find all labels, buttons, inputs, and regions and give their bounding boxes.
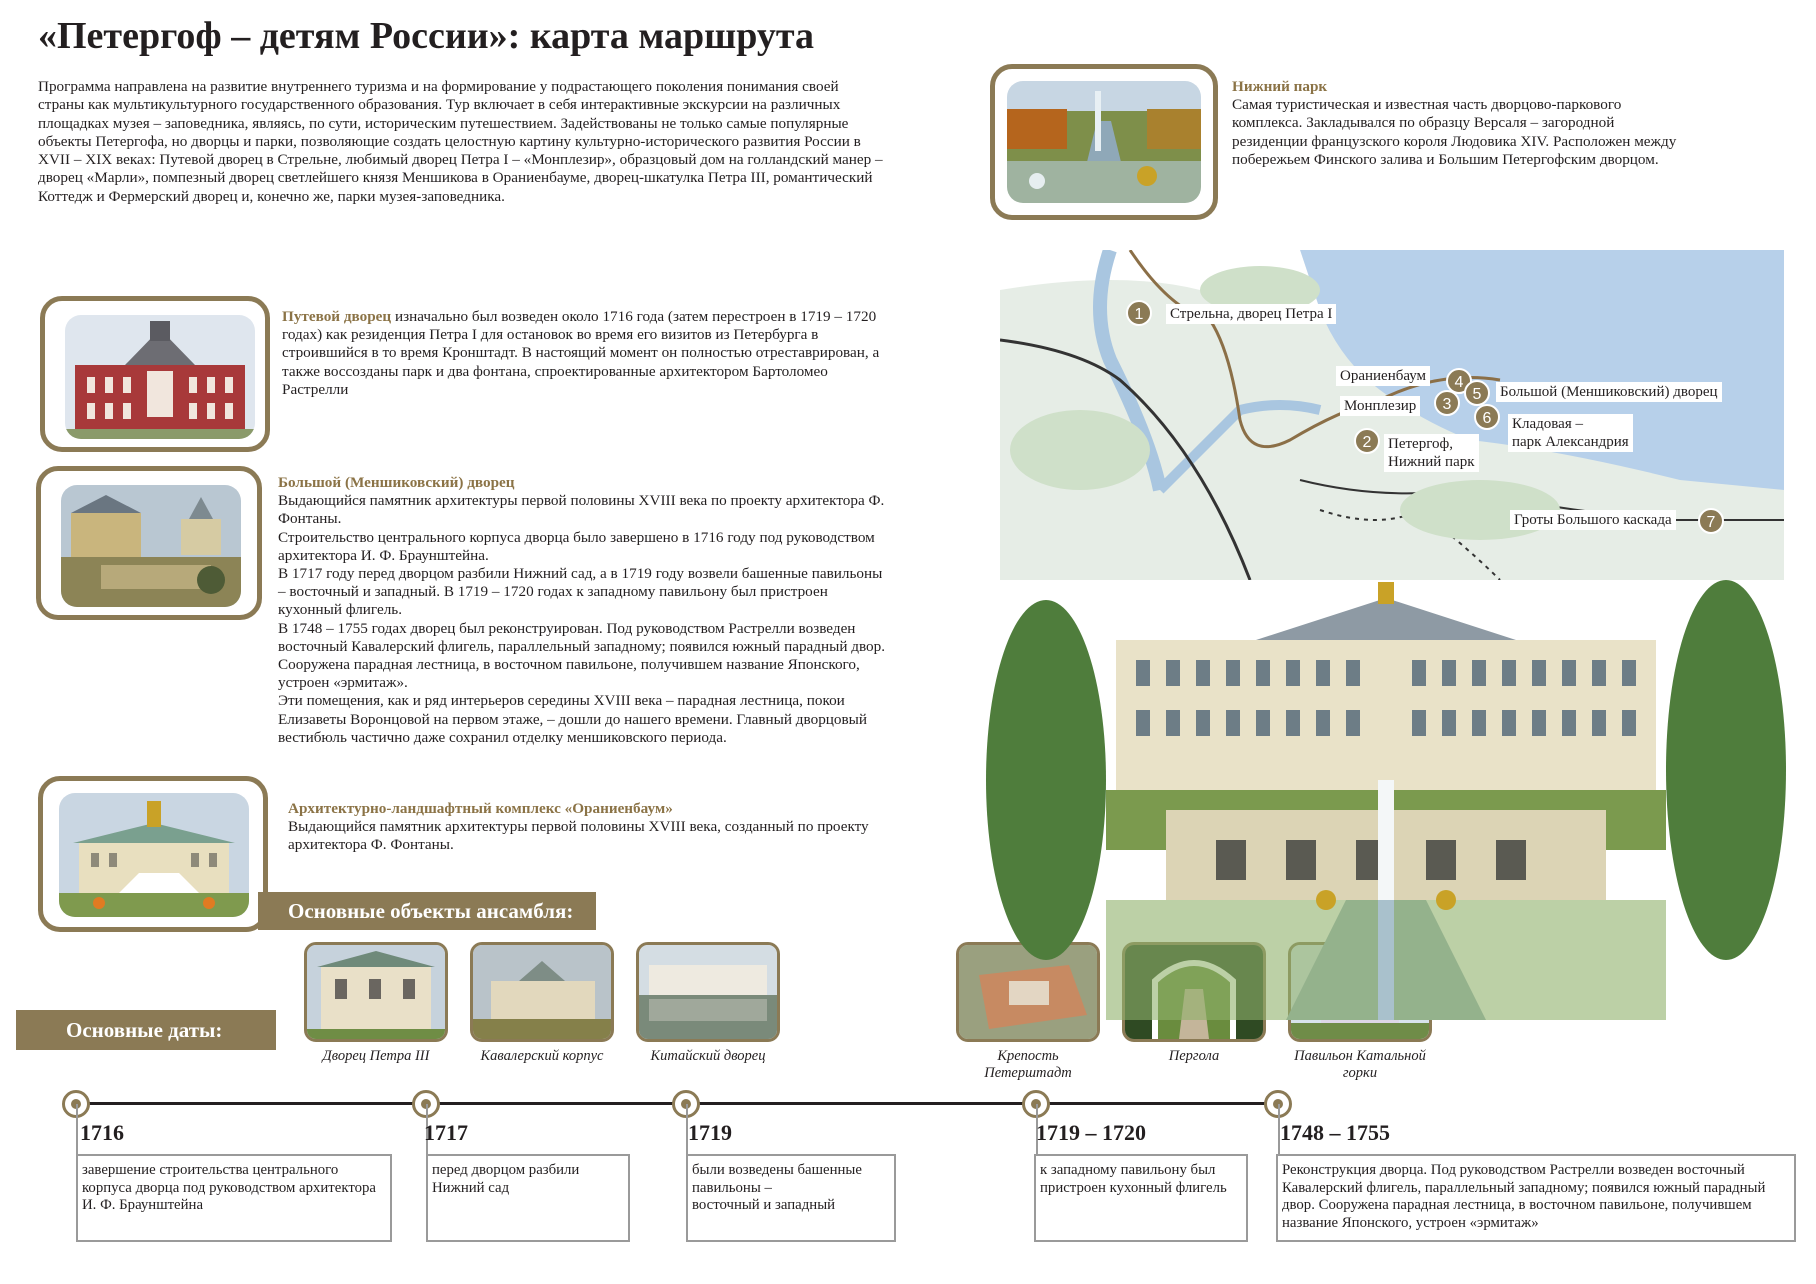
route-map[interactable] — [1000, 250, 1784, 580]
thumb-peter3-palace — [304, 942, 448, 1042]
map-marker-6[interactable]: 6 — [1474, 404, 1500, 430]
map-label-7: Гроты Большого каскада — [1510, 510, 1676, 530]
putevoy-description: изначально был возведен около 1716 года (затем перестроен в 1719 – 1720 годах) как резиденция Петра I для остановок во время его визитов из Петербурга в строившийся в то время Кронштадт. В настоящий момент он полностью отреставрирован, а также воссозданы парк и два фонтана, спроектированные архитектором Бартоломео Растрелли — [282, 308, 880, 398]
caption-peter3-palace: Дворец Петра III — [322, 1048, 430, 1064]
caption-katalnaya-gorka: Павильон Катальной горки — [1294, 1048, 1426, 1081]
date-year-2: 1717 — [424, 1120, 468, 1145]
page-title: «Петергоф – детям России»: карта маршрута — [38, 15, 815, 57]
putevoy-photo — [65, 315, 255, 439]
caption-kavalersky: Кавалерский корпус — [480, 1048, 604, 1064]
menshikov-frame — [36, 466, 262, 620]
map-label-3: Монплезир — [1340, 396, 1420, 416]
map-label-1: Стрельна, дворец Петра I — [1166, 304, 1336, 324]
map-label-2: Петергоф, Нижний парк — [1384, 434, 1479, 472]
map-marker-5[interactable]: 5 — [1464, 380, 1490, 406]
map-label-5: Большой (Меншиковский) дворец — [1496, 382, 1722, 402]
menshikov-heading: Большой (Меншиковский) дворец — [278, 474, 515, 491]
dates-band: Основные даты: — [16, 1010, 276, 1050]
date-year-5: 1748 – 1755 — [1280, 1120, 1390, 1145]
map-marker-4[interactable]: 4 — [1446, 368, 1472, 394]
putevoy-heading: Путевой дворец — [282, 308, 392, 325]
nizhny-park-heading: Нижний парк — [1232, 78, 1328, 95]
ensemble-band: Основные объекты ансамбля: — [258, 892, 596, 930]
menshikov-photo — [61, 485, 241, 607]
menshikov-text — [278, 474, 888, 747]
nizhny-park-description: Самая туристическая и известная часть дворцово-паркового комплекса. Закладывался по образцу Версаля – загородной резиденции французского короля Людовика XIV. Расположен между побережьем Финского залива и Большим Петергофским дворцом. — [1232, 96, 1677, 168]
map-marker-7[interactable]: 7 — [1698, 508, 1724, 534]
putevoy-text — [282, 308, 882, 399]
oranienbaum-text — [288, 800, 888, 855]
date-box-3: были возведены башенные павильоны – восточный и западный — [686, 1154, 896, 1242]
date-year-3: 1719 — [688, 1120, 732, 1145]
date-box-4: к западному павильону был пристроен кухонный флигель — [1034, 1154, 1248, 1242]
menshikov-description: Выдающийся памятник архитектуры первой половины XVIII века по проекту архитектора Ф. Фонтаны. Строительство центрального корпуса дворца было завершено в 1716 году под руководством архитектора И. Ф. Браунштейна. В 1717 году перед дворцом разбили Нижний сад, а в 1719 году возвели башенные павильоны – восточный и западный. В 1719 – 1720 годах к западному павильону был пристроен кухонный флигель. В 1748 – 1755 годах дворец был реконструирован. Под руководством Растрелли возведен восточный Кавалерский флигель, параллельный западному; появился южный парадный двор. Сооружена парадная лестница, в восточном павильоне, получившем название Японского, устроен «эрмитаж». Эти помещения, как и ряд интерьеров середины XVIII века – парадная лестница, покои Елизаветы Воронцовой на первом этаже, – дошли до нашего времени. Главный дворцовый вестибюль частично даже сохранил отделку меншиковского периода. — [278, 492, 886, 746]
oranienbaum-photo — [59, 793, 249, 917]
caption-peterstadt-fortress: Крепость Петерштадт — [984, 1048, 1072, 1081]
date-year-1: 1716 — [80, 1120, 124, 1145]
map-marker-1[interactable]: 1 — [1126, 300, 1152, 326]
map-marker-2[interactable]: 2 — [1354, 428, 1380, 454]
putevoy-frame — [40, 296, 270, 452]
intro-paragraph: Программа направлена на развитие внутреннего туризма и на формирование у подрастающего поколения понимания своей страны как мультикультурного государственного образования. Тур включает в себя интерактивные экскурсии на различных площадках музея – заповедника, являясь, по сути, историческим путешествием. Задействованы не только самые популярные объекты Петергофа, но дворцы и парки, позволяющие создать целостную картину культурно-исторического развития России в XVII – XIX веках: Путевой дворец в Стрельне, любимый дворец Петра I – «Монплезир», образцовый дом на голландский манер – дворец «Марли», помпезный дворец светлейшего князя Меншикова в Ораниенбауме, дворец-шкатулка Петра III, романтический Коттедж и Фермерский дворец и, конечно же, парки музея-заповедника. — [38, 78, 883, 205]
thumb-chinese-palace — [636, 942, 780, 1042]
nizhny-park-text — [1232, 78, 1692, 169]
grand-palace-illustration — [986, 580, 1786, 1020]
map-marker-3[interactable]: 3 — [1434, 390, 1460, 416]
date-box-5: Реконструкция дворца. Под руководством Растрелли возведен восточный Кавалерский флигель, параллельный западному; появился южный парадный двор. Сооружена парадная лестница, в восточном павильоне, получившем название Японского, устроен «эрмитаж» — [1276, 1154, 1796, 1242]
thumb-kavalersky — [470, 942, 614, 1042]
oranienbaum-description: Выдающийся памятник архитектуры первой половины XVIII века, созданный по проекту архитектора Ф. Фонтаны. — [288, 818, 869, 854]
caption-chinese-palace: Китайский дворец — [650, 1048, 766, 1064]
timeline-stem-1 — [76, 1104, 78, 1154]
nizhny-park-frame — [990, 64, 1218, 220]
map-label-6: Кладовая – парк Александрия — [1508, 414, 1633, 452]
date-box-2: перед дворцом разбили Нижний сад — [426, 1154, 630, 1242]
map-label-4: Ораниенбаум — [1336, 366, 1430, 386]
date-year-4: 1719 – 1720 — [1036, 1120, 1146, 1145]
date-box-1: завершение строительства центрального корпуса дворца под руководством архитектора И. Ф. Браунштейна — [76, 1154, 392, 1242]
oranienbaum-frame — [38, 776, 268, 932]
oranienbaum-heading: Архитектурно-ландшафтный комплекс «Ораниенбаум» — [288, 800, 673, 817]
nizhny-park-photo — [1007, 81, 1201, 203]
caption-pergola: Пергола — [1168, 1048, 1220, 1064]
